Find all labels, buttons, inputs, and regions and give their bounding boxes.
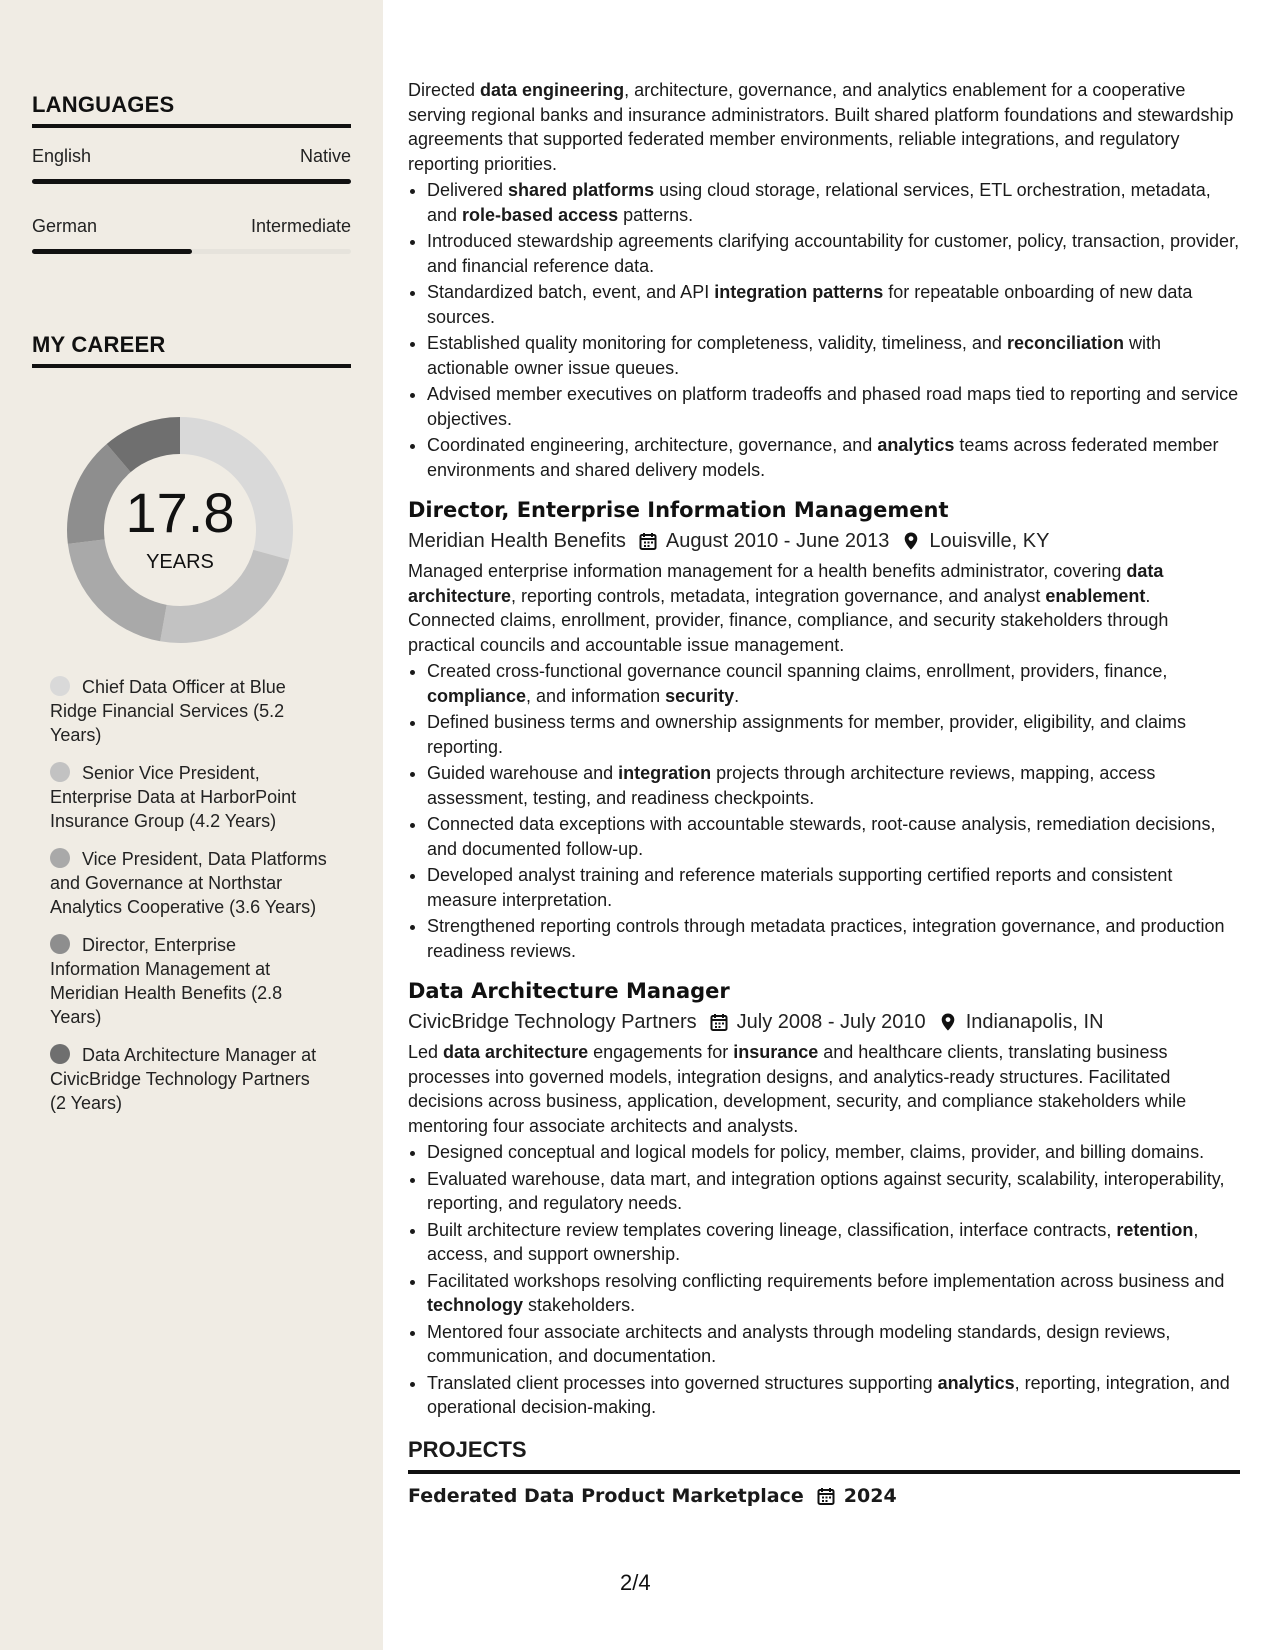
career-legend-label: Vice President, Data Platforms and Governance at Northstar Analytics Cooperative (3.6 Years) [50, 849, 327, 917]
job-bullets [408, 659, 1240, 963]
job-bullet: • Connected data exceptions with accountable stewards, root-cause analysis, remediation decisions, and documented follow-up. [427, 812, 1240, 861]
calendar-icon [709, 1012, 729, 1032]
calendar-icon [638, 531, 658, 551]
job-bullets [408, 1140, 1240, 1420]
job-summary: Managed enterprise information management for a health benefits administrator, covering data architecture, reporting controls, metadata, integration governance, and analyst enablement. Connected claims, enrollment, provider, finance, compliance, and security stakeholders through practical councils and accountable issue management. [408, 561, 1169, 655]
projects-heading: PROJECTS [408, 1438, 1240, 1475]
job-title: Data Architecture Manager [408, 979, 730, 1003]
career-legend-item [50, 761, 330, 833]
language-item [32, 216, 351, 254]
job-bullet: • Established quality monitoring for completeness, validity, timeliness, and reconciliation with actionable owner issue queues. [427, 331, 1240, 380]
languages-section [32, 92, 351, 254]
job-entry [408, 979, 1240, 1420]
job-bullet: • Evaluated warehouse, data mart, and integration options against security, scalability, interoperability, reporting, and regulatory needs. [427, 1167, 1240, 1216]
project-entry [408, 1484, 1240, 1509]
legend-dot-icon [50, 762, 70, 782]
job-bullet: • Advised member executives on platform tradeoffs and phased road maps tied to reporting and service objectives. [427, 382, 1240, 431]
sidebar [0, 0, 383, 1650]
language-proficiency-fill [32, 249, 192, 254]
career-donut-chart [60, 410, 300, 650]
career-heading: MY CAREER [32, 332, 351, 368]
job-bullet: • Strengthened reporting controls through metadata practices, integration governance, and production readiness reviews. [427, 914, 1240, 963]
main-content [408, 78, 1240, 1509]
language-item [32, 146, 351, 184]
job-meta [408, 529, 1240, 554]
calendar-icon [816, 1486, 836, 1506]
project-year: 2024 [843, 1485, 897, 1507]
company-name: CivicBridge Technology Partners [408, 1010, 697, 1033]
career-legend-label: Director, Enterprise Information Management at Meridian Health Benefits (2.8 Years) [50, 935, 283, 1027]
job-bullet: • Designed conceptual and logical models for policy, member, claims, provider, and billing domains. [427, 1140, 1240, 1165]
job-bullet: • Delivered shared platforms using cloud storage, relational services, ETL orchestration, metadata, and role-based access patterns. [427, 178, 1240, 227]
job-dates: August 2010 - June 2013 [665, 529, 890, 552]
career-legend-item [50, 675, 330, 747]
job-bullet: • Translated client processes into governed structures supporting analytics, reporting, integration, and operational decision-making. [427, 1371, 1240, 1420]
language-proficiency-bar [32, 249, 351, 254]
career-legend-label: Chief Data Officer at Blue Ridge Financial Services (5.2 Years) [50, 677, 286, 745]
legend-dot-icon [50, 934, 70, 954]
job-bullet: • Standardized batch, event, and API integration patterns for repeatable onboarding of new data sources. [427, 280, 1240, 329]
language-proficiency-fill [32, 179, 351, 184]
job-location: Indianapolis, IN [965, 1010, 1104, 1033]
job-bullets [408, 178, 1240, 482]
career-legend-label: Data Architecture Manager at CivicBridge Technology Partners (2 Years) [50, 1045, 317, 1113]
job-bullet: • Introduced stewardship agreements clarifying accountability for customer, policy, transaction, provider, and financial reference data. [427, 229, 1240, 278]
map-pin-icon [938, 1012, 958, 1032]
job-bullet: • Facilitated workshops resolving conflicting requirements before implementation across business and technology stakeholders. [427, 1269, 1240, 1318]
career-section [32, 332, 351, 368]
language-proficiency-bar [32, 179, 351, 184]
career-legend-item [50, 933, 330, 1029]
company-name: Meridian Health Benefits [408, 529, 626, 552]
experience-intro [408, 78, 1240, 482]
job-bullet: • Created cross-functional governance council spanning claims, enrollment, providers, finance, compliance, and information security. [427, 659, 1240, 708]
language-level: Intermediate [250, 216, 351, 236]
language-name: English [32, 146, 92, 166]
page-number: 2/4 [620, 1570, 651, 1595]
job-bullet: • Mentored four associate architects and analysts through modeling standards, design reviews, communication, and documentation. [427, 1320, 1240, 1369]
legend-dot-icon [50, 1044, 70, 1064]
job-meta [408, 1010, 1240, 1035]
career-legend-item [50, 847, 330, 919]
languages-heading: LANGUAGES [32, 92, 351, 128]
job-summary: Led data architecture engagements for insurance and healthcare clients, translating business processes into governed models, integration designs, and analytics-ready structures. Facilitated decisions across business, application, development, security, and compliance stakeholders while mentoring four associate architects and analysts. [408, 1042, 1187, 1136]
job-bullet: • Built architecture review templates covering lineage, classification, interface contracts, retention, access, and support ownership. [427, 1218, 1240, 1267]
job-location: Louisville, KY [929, 529, 1050, 552]
language-name: German [32, 216, 98, 236]
job-bullet: • Defined business terms and ownership assignments for member, provider, eligibility, and claims reporting. [427, 710, 1240, 759]
job-entry [408, 498, 1240, 963]
job-bullet: • Guided warehouse and integration projects through architecture reviews, mapping, access assessment, testing, and readiness checkpoints. [427, 761, 1240, 810]
career-legend [50, 675, 330, 1129]
project-title: Federated Data Product Marketplace [408, 1485, 804, 1507]
job-dates: July 2008 - July 2010 [736, 1010, 926, 1033]
career-total-years: 17.8 [125, 481, 235, 544]
job-bullet: • Developed analyst training and reference materials supporting certified reports and consistent measure interpretation. [427, 863, 1240, 912]
legend-dot-icon [50, 848, 70, 868]
career-years-unit: YEARS [146, 551, 214, 573]
job-bullet: • Coordinated engineering, architecture, governance, and analytics teams across federated member environments and shared delivery models. [427, 433, 1240, 482]
legend-dot-icon [50, 676, 70, 696]
career-legend-label: Senior Vice President, Enterprise Data at HarborPoint Insurance Group (4.2 Years) [50, 763, 297, 831]
language-level: Native [299, 146, 351, 166]
map-pin-icon [901, 531, 921, 551]
job-title: Director, Enterprise Information Management [408, 498, 949, 522]
career-legend-item [50, 1043, 330, 1115]
job-summary: Directed data engineering, architecture, governance, and analytics enablement for a cooperative serving regional banks and insurance administrators. Built shared platform foundations and stewardship agreements that supported federated member environments, reliable integrations, and regulatory reporting priorities. [408, 80, 1234, 174]
